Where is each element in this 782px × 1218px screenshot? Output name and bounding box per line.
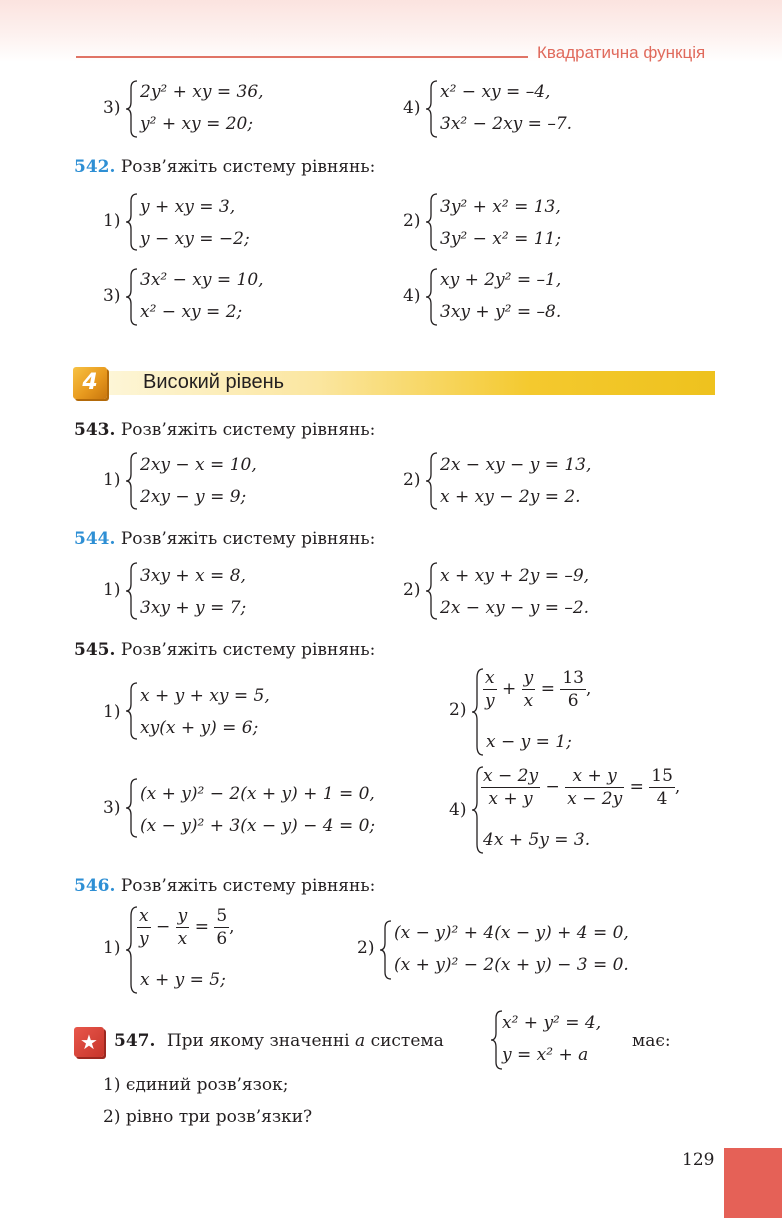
running-header: Квадратична функція	[537, 43, 706, 62]
brace-icon	[125, 778, 139, 838]
system-545-2	[449, 668, 669, 756]
equation: y + xy = 3,	[140, 197, 236, 217]
system-545-1	[103, 682, 423, 742]
system-label: 2)	[357, 938, 375, 958]
equation: 3y² − x² = 11;	[440, 229, 562, 249]
equation: (x + y)² − 2(x + y) − 3 = 0.	[394, 955, 629, 975]
equation: x + y + xy = 5,	[140, 686, 270, 706]
equation: x² + y² = 4,	[502, 1013, 602, 1033]
equation: $\frac{x - 2y}{x + y}$ − $\frac{x + y}{x - 2y}$ = $\frac{15}{4}$ ,	[483, 766, 681, 809]
system-label: 2)	[449, 700, 467, 720]
system-label: 4)	[403, 98, 421, 118]
system-543-2	[403, 452, 723, 512]
brace-icon	[125, 193, 139, 251]
equation: $\frac{x}{y}$ + $\frac{y}{x}$ = $\frac{13}{6}$ ,	[485, 668, 592, 711]
system-542-3	[103, 268, 403, 328]
task-number: 545.	[74, 640, 116, 660]
fraction: $\frac{5}{6}$	[216, 906, 228, 949]
brace-icon	[425, 562, 439, 620]
system-544-2	[403, 562, 723, 622]
equation: 3xy + y = 7;	[140, 598, 247, 618]
task-545	[74, 640, 375, 660]
header-rule	[76, 56, 528, 58]
system-prev-4	[403, 80, 703, 140]
page-corner-tab	[724, 1148, 782, 1218]
system-542-2	[403, 193, 703, 253]
system-label: 1)	[103, 470, 121, 490]
fraction: $\frac{x}{y}$	[485, 668, 495, 711]
equation: xy(x + y) = 6;	[140, 718, 259, 738]
fraction: $\frac{13}{6}$	[562, 668, 584, 711]
equation: 2xy − y = 9;	[140, 487, 247, 507]
brace-icon	[125, 268, 139, 326]
brace-icon	[125, 80, 139, 138]
equation: 2y² + xy = 36,	[140, 82, 264, 102]
task-546	[74, 876, 375, 896]
task-text: При якому значенні	[166, 1031, 350, 1051]
fraction: $\frac{y}{x}$	[177, 906, 188, 949]
system-label: 3)	[103, 286, 121, 306]
level-banner	[73, 367, 715, 397]
brace-icon	[125, 682, 139, 740]
equation: 2x − xy − y = 13,	[440, 455, 592, 475]
equation: 3y² + x² = 13,	[440, 197, 561, 217]
task-number: 547.	[114, 1031, 156, 1051]
equation: y² + xy = 20;	[140, 114, 254, 134]
fraction: $\frac{15}{4}$	[651, 766, 673, 809]
task-number: 543.	[74, 420, 116, 440]
equation: x − y = 1;	[486, 732, 572, 752]
brace-icon	[125, 562, 139, 620]
system-label: 4)	[449, 800, 467, 820]
system-544-1	[103, 562, 403, 622]
equation: $\frac{x}{y}$ − $\frac{y}{x}$ = $\frac{5}{6}$ ,	[139, 906, 235, 949]
task-text: Розв’яжіть систему рівнянь:	[120, 529, 376, 549]
brace-icon	[379, 920, 393, 980]
system-542-1	[103, 193, 403, 253]
answer-option-2: 2) рівно три розв’язки?	[103, 1107, 313, 1127]
brace-icon	[425, 80, 439, 138]
system-545-4	[449, 766, 729, 856]
task-number: 542.	[74, 157, 116, 177]
system-prev-3	[103, 80, 403, 140]
equation: 3x² − 2xy = –7.	[440, 114, 573, 134]
system-542-4	[403, 268, 703, 328]
answer-option-1: 1) єдиний розв’язок;	[103, 1075, 289, 1095]
task-number: 544.	[74, 529, 116, 549]
task-number: 546.	[74, 876, 116, 896]
system-label: 1)	[103, 211, 121, 231]
system-label: 3)	[103, 98, 121, 118]
equation: x + xy + 2y = –9,	[440, 566, 590, 586]
equation: 2x − xy − y = –2.	[440, 598, 590, 618]
level-title: Високий рівень	[143, 371, 285, 393]
equation: 3xy + x = 8,	[140, 566, 246, 586]
fraction: $\frac{x}{y}$	[139, 906, 149, 949]
system-546-2	[357, 920, 697, 980]
task-543	[74, 420, 375, 440]
system-label: 3)	[103, 798, 121, 818]
equation: (x + y)² − 2(x + y) + 1 = 0,	[140, 784, 375, 804]
equation: x + y = 5;	[140, 970, 226, 990]
equation: 4x + 5y = 3.	[483, 830, 591, 850]
equation: x² − xy = 2;	[140, 302, 243, 322]
equation: y − xy = −2;	[140, 229, 250, 249]
equation: 3xy + y² = –8.	[440, 302, 562, 322]
system-545-3	[103, 778, 433, 838]
system-543-1	[103, 452, 403, 512]
page-number: 129	[682, 1150, 715, 1170]
system-546-1	[103, 906, 333, 994]
fraction: $\frac{y}{x}$	[523, 668, 534, 711]
system-label: 2)	[403, 580, 421, 600]
task-542	[74, 157, 375, 177]
brace-icon	[425, 452, 439, 510]
task-547-end: має:	[632, 1031, 671, 1051]
brace-icon	[425, 193, 439, 251]
equation: (x − y)² + 3(x − y) − 4 = 0;	[140, 816, 376, 836]
task-text: Розв’яжіть систему рівнянь:	[120, 876, 376, 896]
equation: 3x² − xy = 10,	[140, 270, 264, 290]
equation: xy + 2y² = –1,	[440, 270, 562, 290]
system-label: 2)	[403, 211, 421, 231]
equation: x + xy − 2y = 2.	[440, 487, 581, 507]
equation: x² − xy = –4,	[440, 82, 551, 102]
task-text: Розв’яжіть систему рівнянь:	[120, 640, 376, 660]
equation: y = x² + a	[502, 1045, 589, 1065]
system-label: 1)	[103, 580, 121, 600]
parameter: a	[355, 1031, 366, 1051]
task-544	[74, 529, 375, 549]
equation: 2xy − x = 10,	[140, 455, 257, 475]
brace-icon	[125, 452, 139, 510]
task-547	[114, 1031, 444, 1051]
fraction: $\frac{x - 2y}{x + y}$	[483, 766, 539, 809]
task-text: Розв’яжіть систему рівнянь:	[120, 420, 376, 440]
system-label: 1)	[103, 702, 121, 722]
task-text: Розв’яжіть систему рівнянь:	[120, 157, 376, 177]
star-icon: ★	[74, 1027, 104, 1057]
system-label: 2)	[403, 470, 421, 490]
task-text: система	[370, 1031, 444, 1051]
system-label: 4)	[403, 286, 421, 306]
fraction: $\frac{x + y}{x - 2y}$	[567, 766, 623, 809]
equation: (x − y)² + 4(x − y) + 4 = 0,	[394, 923, 629, 943]
brace-icon	[425, 268, 439, 326]
level-cube-icon: 4	[73, 367, 107, 399]
system-label: 1)	[103, 938, 121, 958]
